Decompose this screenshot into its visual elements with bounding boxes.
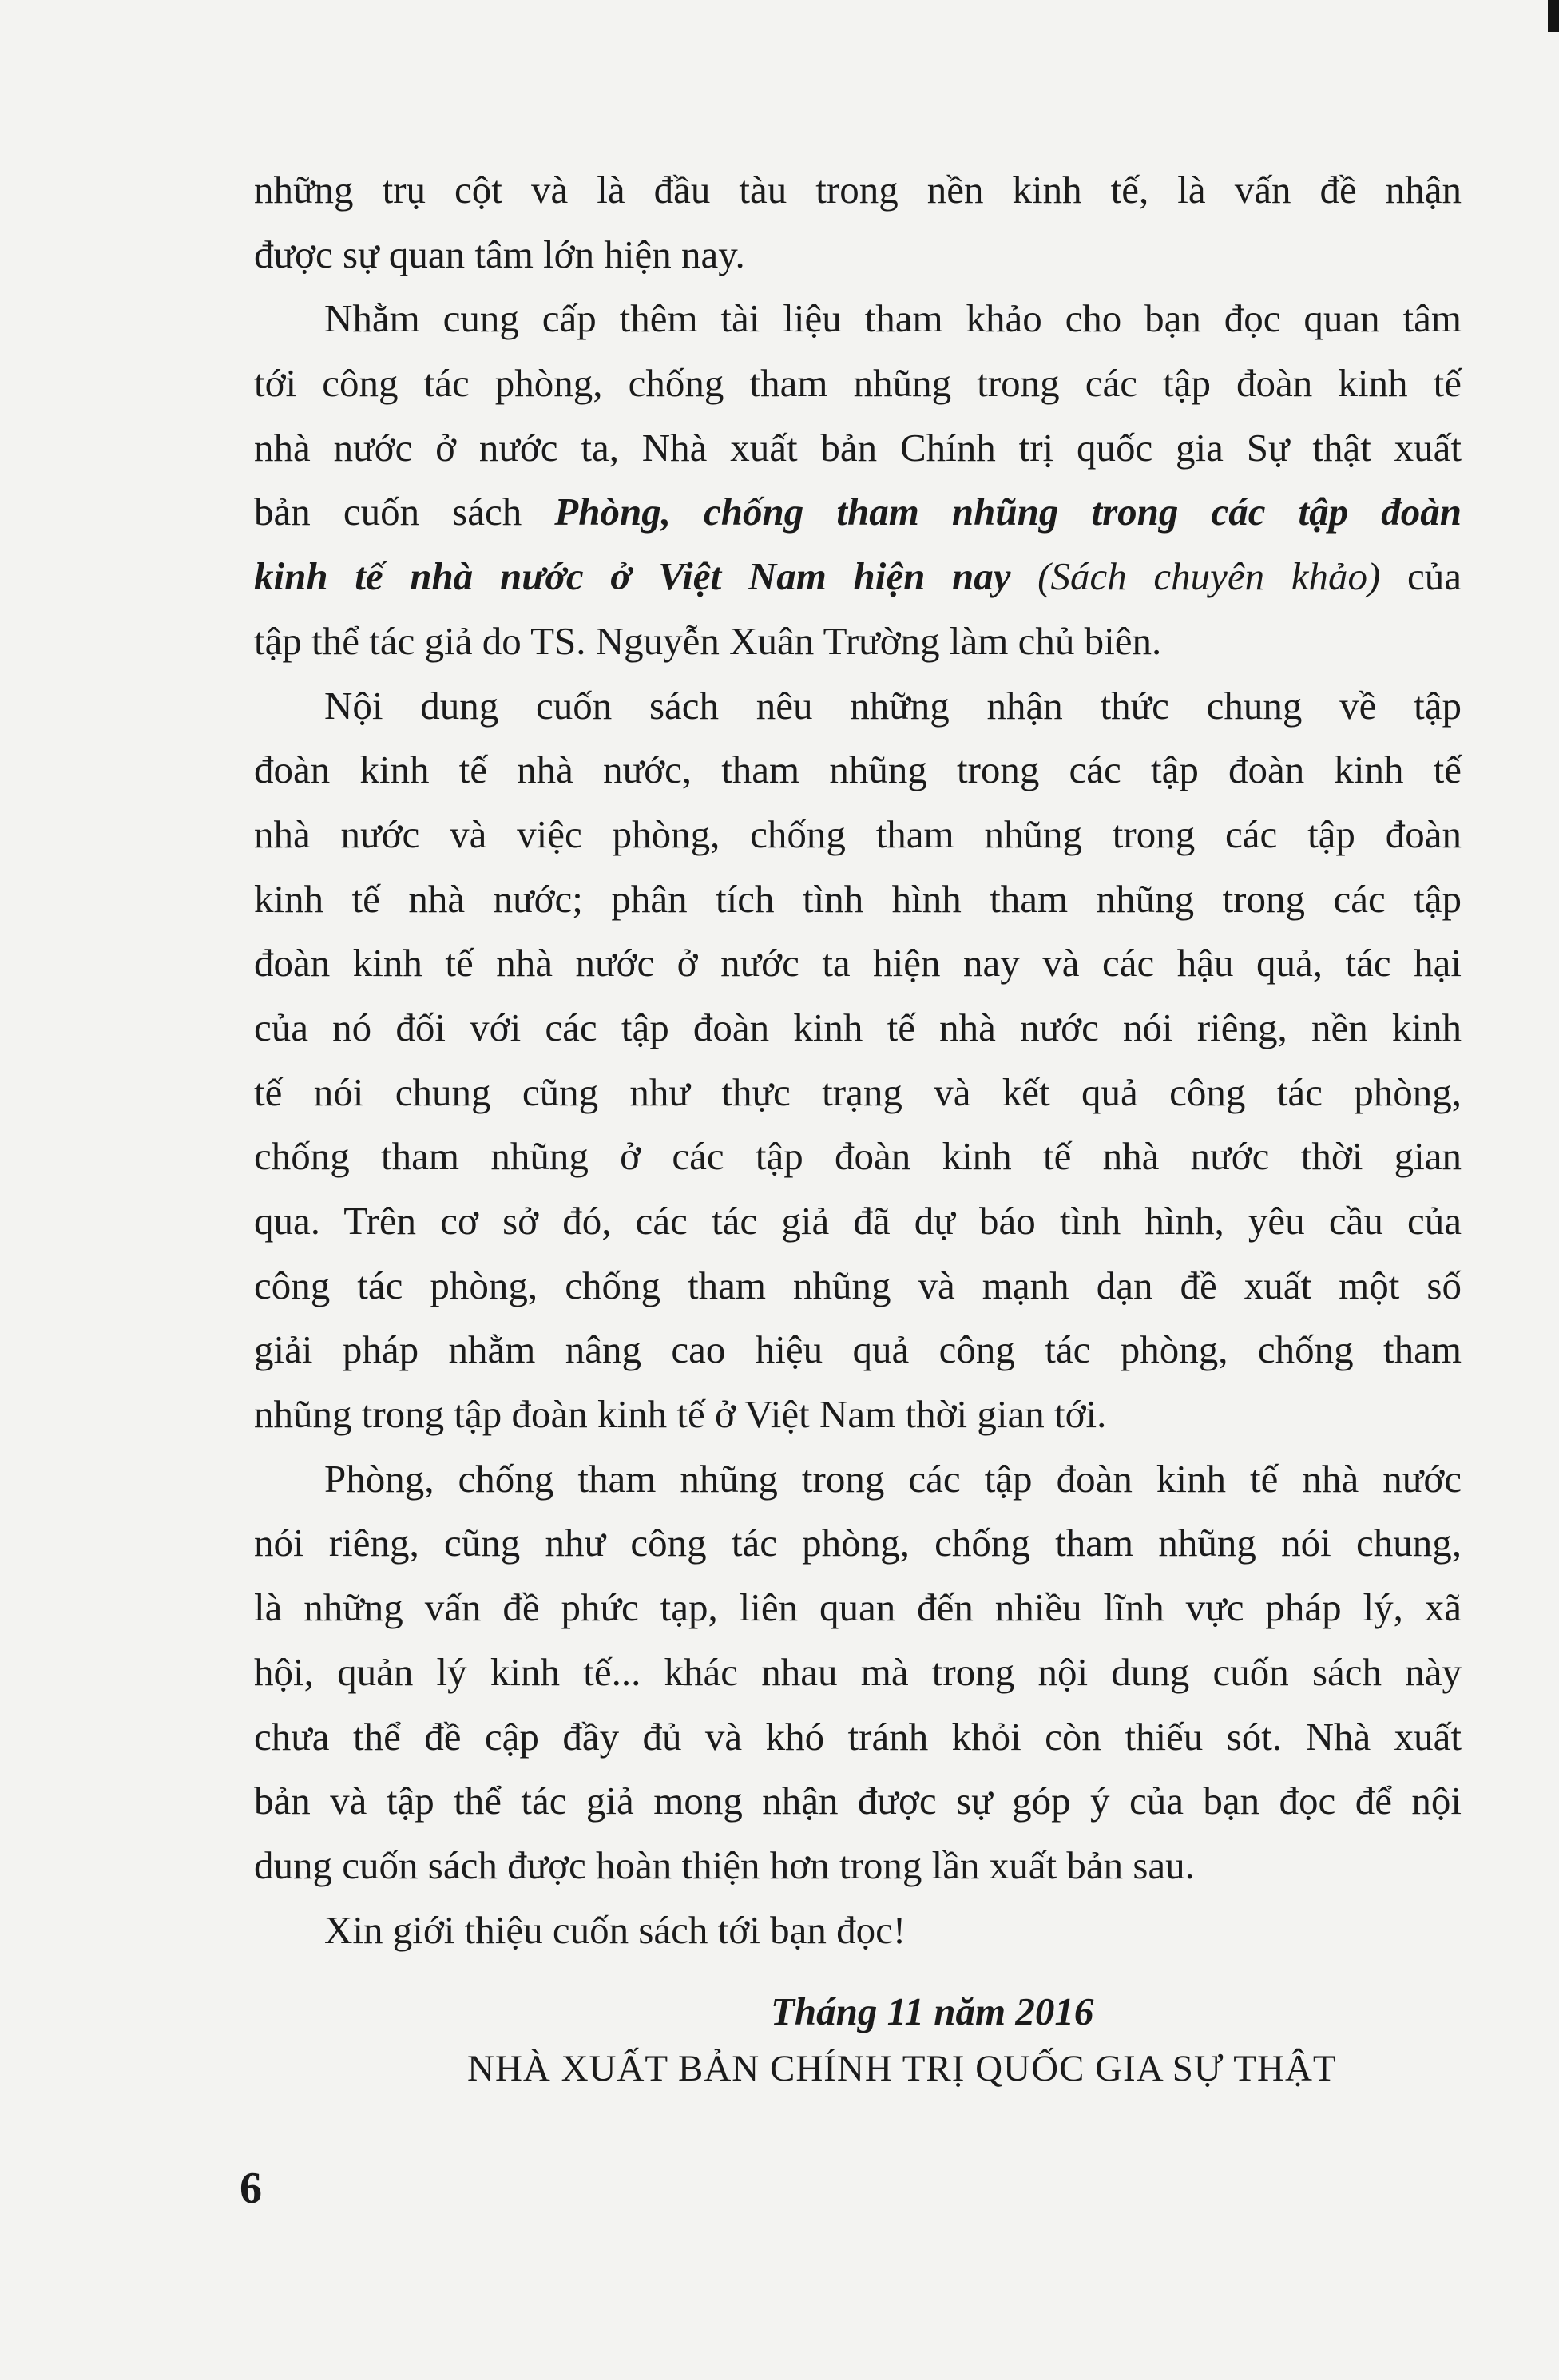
text-segment: bản cuốn sách [254, 490, 555, 534]
publisher-signature: NHÀ XUẤT BẢN CHÍNH TRỊ QUỐC GIA SỰ THẬT [467, 2048, 1337, 2089]
text-line [254, 1511, 1462, 1576]
paragraph [254, 1898, 1462, 1963]
text-line [254, 351, 1462, 416]
text-segment: nhũng trong tập đoàn kinh tế ở Việt Nam thời gian tới. [254, 1392, 1107, 1437]
text-segment: bản và tập thể tác giả mong nhận được sự góp ý của bạn đọc để nội [254, 1779, 1462, 1823]
text-line [254, 674, 1462, 739]
text-line [254, 1125, 1462, 1189]
text-line [254, 1382, 1462, 1447]
text-line [254, 1769, 1462, 1834]
text-line [254, 931, 1462, 996]
text-line [254, 738, 1462, 803]
text-line [254, 223, 1462, 288]
text-segment: Xin giới thiệu cuốn sách tới bạn đọc! [324, 1907, 906, 1952]
text-segment: là những vấn đề phức tạp, liên quan đến nhiều lĩnh vực pháp lý, xã [254, 1585, 1462, 1630]
text-segment: tế nói chung cũng như thực trạng và kết quả công tác phòng, [254, 1069, 1462, 1114]
text-line [254, 1576, 1462, 1640]
text-line [254, 867, 1462, 932]
text-segment: kinh tế nhà nước; phân tích tình hình tham nhũng trong các tập [254, 876, 1462, 921]
text-line [254, 545, 1462, 609]
text-segment: chống tham nhũng ở các tập đoàn kinh tế nhà nước thời gian [254, 1134, 1462, 1179]
date-line: Tháng 11 năm 2016 [771, 1989, 1094, 2033]
text-segment: Phòng, chống tham nhũng trong các tập đoàn kinh tế nhà nước [324, 1456, 1462, 1501]
text-segment: tới công tác phòng, chống tham nhũng trong các tập đoàn kinh tế [254, 361, 1462, 406]
text-segment: chưa thể đề cập đầy đủ và khó tránh khỏi còn thiếu sót. Nhà xuất [254, 1714, 1462, 1759]
text-line [254, 1189, 1462, 1254]
text-line [254, 480, 1462, 545]
text-segment: đoàn kinh tế nhà nước, tham nhũng trong các tập đoàn kinh tế [254, 748, 1462, 792]
text-segment: giải pháp nhằm nâng cao hiệu quả công tác phòng, chống tham [254, 1327, 1462, 1372]
text-segment: nói riêng, cũng như công tác phòng, chống tham nhũng nói chung, [254, 1521, 1462, 1565]
text-segment: công tác phòng, chống tham nhũng và mạnh dạn đề xuất một số [254, 1263, 1462, 1307]
text-line [254, 996, 1462, 1061]
text-segment: tập thể tác giả do TS. Nguyễn Xuân Trường làm chủ biên. [254, 618, 1162, 663]
paragraph [254, 287, 1462, 673]
text-line [254, 1061, 1462, 1125]
text-line [254, 609, 1462, 674]
text-segment: dung cuốn sách được hoàn thiện hơn trong lần xuất bản sau. [254, 1843, 1195, 1887]
text-line [254, 287, 1462, 351]
paragraph [254, 1447, 1462, 1898]
text-line [254, 416, 1462, 481]
text-segment: Nhằm cung cấp thêm tài liệu tham khảo cho bạn đọc quan tâm [324, 296, 1462, 341]
text-line [254, 803, 1462, 867]
text-segment: Nội dung cuốn sách nêu những nhận thức chung về tập [324, 683, 1462, 728]
text-line [254, 1447, 1462, 1512]
text-line [254, 1898, 1462, 1963]
paragraph [254, 674, 1462, 1447]
text-line [254, 1318, 1462, 1382]
text-segment: những trụ cột và là đầu tàu trong nền kinh tế, là vấn đề nhận [254, 168, 1462, 212]
text-segment: nhà nước và việc phòng, chống tham nhũng trong các tập đoàn [254, 811, 1462, 856]
text-line [254, 158, 1462, 223]
page-edge-mark [1548, 0, 1559, 32]
italic-text: (Sách chuyên khảo) [1010, 554, 1381, 599]
text-segment: qua. Trên cơ sở đó, các tác giả đã dự báo tình hình, yêu cầu của [254, 1199, 1462, 1243]
text-line [254, 1640, 1462, 1705]
text-line [254, 1705, 1462, 1770]
book-title-text: kinh tế nhà nước ở Việt Nam hiện nay [254, 554, 1011, 599]
page-number: 6 [240, 2164, 262, 2213]
text-segment: của nó đối với các tập đoàn kinh tế nhà nước nói riêng, nền kinh [254, 1005, 1462, 1049]
text-line [254, 1834, 1462, 1898]
text-segment: nhà nước ở nước ta, Nhà xuất bản Chính trị quốc gia Sự thật xuất [254, 425, 1462, 470]
text-segment: được sự quan tâm lớn hiện nay. [254, 232, 745, 276]
paragraph [254, 158, 1462, 287]
text-segment: hội, quản lý kinh tế... khác nhau mà trong nội dung cuốn sách này [254, 1649, 1462, 1694]
text-line [254, 1254, 1462, 1319]
book-title-text: Phòng, chống tham nhũng trong các tập đoàn [554, 490, 1462, 534]
text-segment: đoàn kinh tế nhà nước ở nước ta hiện nay và các hậu quả, tác hại [254, 941, 1462, 986]
body-text [254, 158, 1462, 1962]
text-segment: của [1380, 554, 1462, 599]
